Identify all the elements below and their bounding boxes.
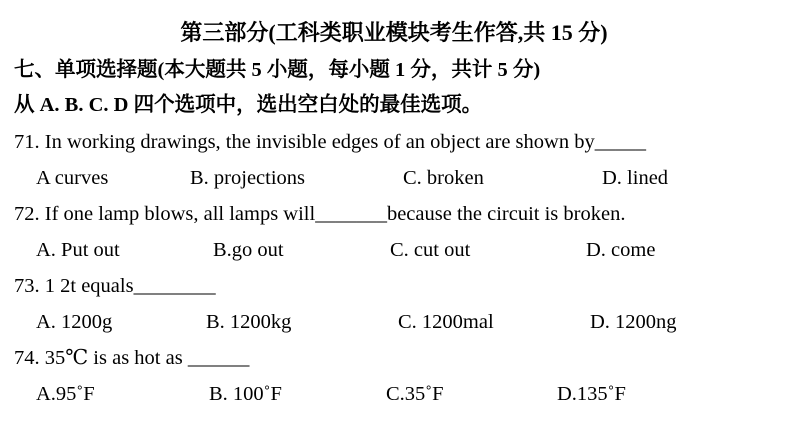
question-72-option-d: D. come — [586, 239, 656, 261]
question-74-option-d: D.135˚F — [557, 383, 626, 405]
question-72-option-c: C. cut out — [390, 239, 471, 261]
question-72-option-a: A. Put out — [36, 239, 120, 261]
section-heading: 七、单项选择题(本大题共 5 小题，每小题 1 分，共计 5 分) — [14, 59, 541, 81]
question-73-stem: 73. 1 2t equals________ — [14, 275, 216, 297]
question-71-option-b: B. projections — [190, 167, 306, 189]
question-72-stem: 72. If one lamp blows, all lamps will_______because the circuit is broken. — [14, 203, 626, 225]
question-72-option-b: B.go out — [213, 239, 284, 261]
question-73-option-b: B. 1200kg — [206, 311, 292, 333]
question-74-option-a: A.95˚F — [36, 383, 95, 405]
question-71-option-c: C. broken — [403, 167, 484, 189]
question-74-stem: 74. 35℃ is as hot as ______ — [14, 347, 250, 369]
question-73-option-d: D. 1200ng — [590, 311, 677, 333]
page-title: 第三部分(工科类职业模块考生作答,共 15 分) — [180, 20, 608, 45]
question-71-option-a: A curves — [36, 167, 109, 189]
question-71-stem: 71. In working drawings, the invisible edges of an object are shown by_____ — [14, 131, 646, 153]
question-74-option-b: B. 100˚F — [209, 383, 282, 405]
instruction: 从 A. B. C. D 四个选项中，选出空白处的最佳选项。 — [14, 94, 483, 116]
question-74-option-c: C.35˚F — [386, 383, 444, 405]
question-71-option-d: D. lined — [602, 167, 669, 189]
question-73-option-a: A. 1200g — [36, 311, 113, 333]
question-73-option-c: C. 1200mal — [398, 311, 494, 333]
